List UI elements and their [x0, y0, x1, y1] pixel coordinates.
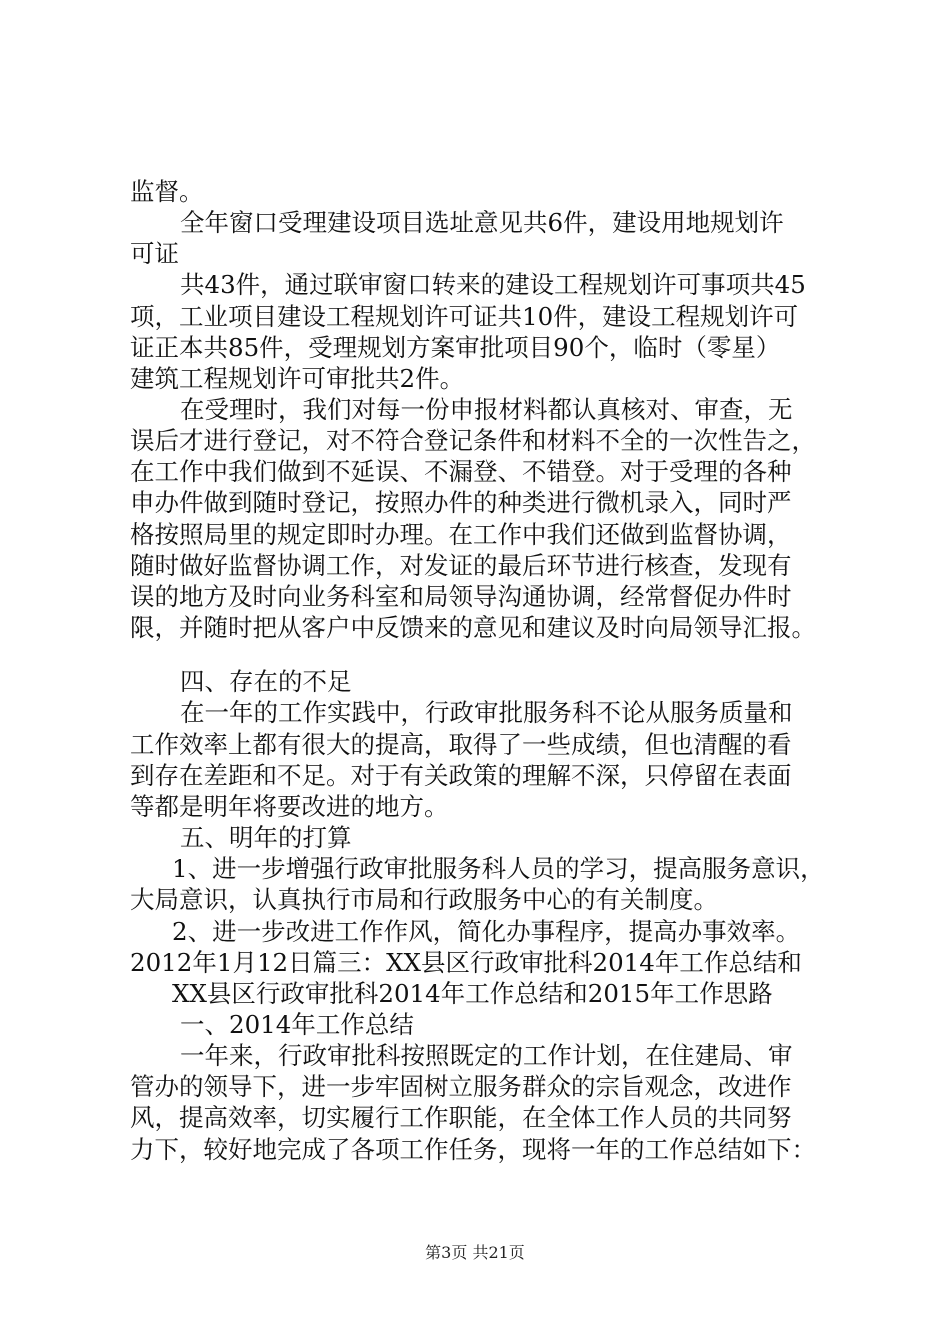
body-line: 随时做好监督协调工作，对发证的最后环节进行核查，发现有: [130, 551, 792, 580]
section-heading: 一、2014年工作总结: [180, 1010, 414, 1039]
body-line: 在一年的工作实践中，行政审批服务科不论从服务质量和: [180, 698, 793, 727]
body-line: 共43件，通过联审窗口转来的建设工程规划许可事项共45: [180, 270, 806, 299]
body-line: 大局意识，认真执行市局和行政服务中心的有关制度。: [130, 885, 718, 914]
body-line: 风，提高效率，切实履行工作职能，在全体工作人员的共同努: [130, 1103, 792, 1132]
body-line: 限，并随时把从客户中反馈来的意见和建议及时向局领导汇报。: [130, 613, 816, 642]
body-line: 申办件做到随时登记，按照办件的种类进行微机录入，同时严: [130, 488, 792, 517]
body-line: 等都是明年将要改进的地方。: [130, 792, 449, 821]
body-line: 2012年1月12日篇三：XX县区行政审批科2014年工作总结和: [130, 948, 802, 977]
body-line: 全年窗口受理建设项目选址意见共6件，建设用地规划许: [180, 208, 784, 237]
page-number-footer: 第3页 共21页: [425, 1243, 525, 1262]
body-line: 误的地方及时向业务科室和局领导沟通协调，经常督促办件时: [130, 582, 792, 611]
body-line: 证正本共85件，受理规划方案审批项目90个，临时（零星）: [130, 333, 781, 362]
body-line: 误后才进行登记，对不符合登记条件和材料不全的一次性告之，: [130, 426, 816, 455]
section-heading: 四、存在的不足: [180, 667, 352, 696]
body-line: 在受理时，我们对每一份申报材料都认真核对、审查，无: [180, 395, 793, 424]
body-line: 力下，较好地完成了各项工作任务，现将一年的工作总结如下：: [130, 1135, 816, 1164]
document-title: XX县区行政审批科2014年工作总结和2015年工作思路: [172, 979, 773, 1008]
body-line: 在工作中我们做到不延误、不漏登、不错登。对于受理的各种: [130, 457, 792, 486]
body-line: 工作效率上都有很大的提高，取得了一些成绩，但也清醒的看: [130, 730, 792, 759]
body-line: 建筑工程规划许可审批共2件。: [130, 364, 465, 393]
body-line: 一年来，行政审批科按照既定的工作计划，在住建局、审: [180, 1041, 793, 1070]
body-line: 可证: [130, 239, 179, 268]
body-line: 监督。: [130, 177, 204, 206]
body-line: 1、进一步增强行政审批服务科人员的学习，提高服务意识，: [172, 854, 825, 883]
section-heading: 五、明年的打算: [180, 823, 352, 852]
body-line: 到存在差距和不足。对于有关政策的理解不深，只停留在表面: [130, 761, 792, 790]
body-line: 管办的领导下，进一步牢固树立服务群众的宗旨观念，改进作: [130, 1072, 792, 1101]
body-line: 项，工业项目建设工程规划许可证共10件，建设工程规划许可: [130, 302, 799, 331]
body-line: 格按照局里的规定即时办理。在工作中我们还做到监督协调，: [130, 520, 792, 549]
body-line: 2、进一步改进工作作风，简化办事程序，提高办事效率。: [172, 917, 801, 946]
